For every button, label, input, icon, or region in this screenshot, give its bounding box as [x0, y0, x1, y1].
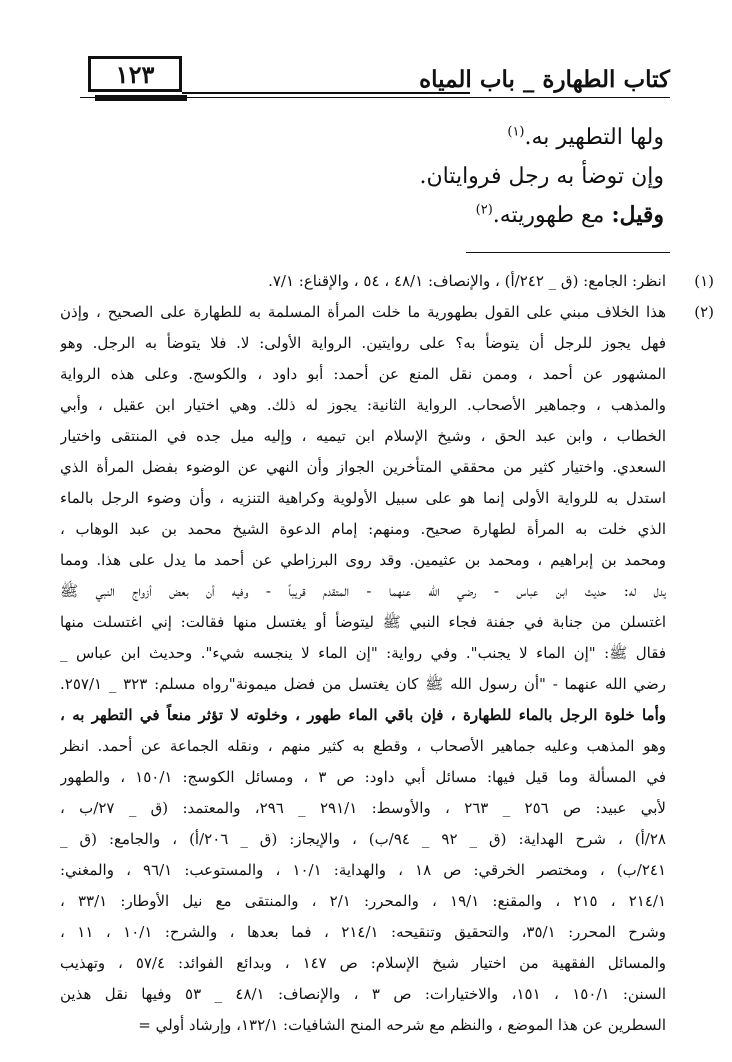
main-line-text: ولها التطهير به. — [524, 125, 664, 150]
footnote-line: والمذهب ، وجماهير الأصحاب. الرواية الثانية: يجوز له ذلك. وهي اختيار ابن عقيل ، وأبي — [60, 396, 666, 414]
footnote-line: ومحمد بن إبراهيم ، ومحمد بن عثيمين. وقد روى البرزاطي عن أحمد ما يدل على هذا. ومما — [60, 551, 666, 569]
main-line-text: مع طهوريته. — [492, 203, 612, 228]
footnote-line: السعدي. واختيار كثير من محققي المتأخرين الجواز وأن النهي عن الوضوء بفضل المرأة الذي — [60, 458, 666, 476]
footnote-line: يدل له: حديث ابن عباس - رضي الله عنهما - المتقدم قريباً - وفيه أن بعض أزواج النبي ﷺ — [60, 582, 666, 600]
footnote-line: انظر: الجامع: (ق _ ٢٤٢/أ) ، والإنصاف: ٤٨/١ ، ٥٤ ، والإقناع: ٧/١. — [268, 272, 666, 290]
main-line-1 — [64, 118, 664, 157]
footnote-line: ٢٨/أ) ، شرح الهداية: (ق _ ٩٢ _ ٩٤/ب) ، والإيجاز: (ق _ ٢٠٦/أ) ، والجامع: (ق _ — [60, 830, 666, 848]
footnote-line: فقال ﷺ: "إن الماء لا يجنب". وفي رواية: "إن الماء لا ينجسه شيء". وحديث ابن عباس _ — [60, 644, 666, 662]
footnote-line: السطرين عن هذا الموضع ، والنظم مع شرحه المنح الشافيات: ١٣٢/١، وإرشاد أولي = — [138, 1016, 666, 1034]
main-line-3 — [64, 196, 664, 235]
footnote-line: ٢١٤/١ ، ٢١٥ ، والمقنع: ١٩/١ ، والمحرر: ٢/١ ، والمنتقى مع نيل الأوطار: ٣٣/١ ، — [60, 892, 666, 910]
page-header — [62, 52, 670, 102]
footnote-ref-2: (٢) — [475, 202, 493, 218]
footnote-line: ٢٤١/ب) ، ومختصر الخرقي: ص ١٨ ، والهداية: ١٠/١ ، والمستوعب: ٩٦/١ ، والمغني: — [60, 861, 666, 879]
main-text — [64, 118, 664, 235]
footnote-line: اغتسلن من جنابة في جفنة فجاء النبي ﷺ ليتوضأ أو يغتسل منها فقالت: إني اغتسلت منها — [60, 613, 666, 631]
footnote-2 — [60, 297, 714, 1041]
footnote-number: (٢) — [694, 303, 714, 321]
page-number: ١٢٣ — [88, 56, 182, 92]
footnote-separator — [466, 252, 670, 253]
main-line-text: وإن توضأ به رجل فروايتان. — [419, 164, 664, 189]
footnote-line: المشهور عن أحمد ، وممن نقل المنع عن أحمد: أبو داود ، والكوسج. وعلى هذه الرواية — [60, 365, 666, 383]
footnote-line: رضي الله عنهما - "أن رسول الله ﷺ كان يغتسل من فضل ميمونة"رواه مسلم: ٣٢٣ _ ٢٥٧/١. — [60, 675, 666, 693]
footnote-line: استدل به للرواية الأولى إنما هو على سبيل الأولوية وكراهية التنزيه ، وأن وضوء الرجل بالماء — [60, 489, 666, 507]
footnote-line: وشرح المحرر: ٣٥/١، والتحقيق وتنقيحه: ٢١٤/١ ، فما بعدها ، والشرح: ١٠/١ ، ١١ ، — [60, 923, 666, 941]
footnote-number: (١) — [694, 272, 714, 290]
footnote-line: السنن: ١٥٠/١ ، ١٥١، والاختيارات: ص ٣ ، والإنصاف: ٤٨/١ _ ٥٣ وفيها نقل هذين — [60, 985, 666, 1003]
footnote-line: والمسائل الفقهية من اختيار شيخ الإسلام: ص ١٤٧ ، وبدائع الفوائد: ٥٧/٤ ، وتهذيب — [60, 954, 666, 972]
footnote-1 — [60, 266, 714, 297]
footnote-line: لأبي عبيد: ص ٢٥٦ _ ٢٦٣ ، والأوسط: ٢٩١/١ _ ٢٩٦، والمعتمد: (ق _ ٢٧/ب ، — [60, 799, 666, 817]
footnote-line: فهل يجوز للرجل أن يتوضأ به؟ على روايتين. الرواية الأولى: لا. فلا يتوضأ به الرجل. وهو — [60, 334, 666, 352]
footnote-line: وأما خلوة الرجل بالماء للطهارة ، فإن باقي الماء طهور ، وخلوته لا تؤثر منعاً في التطهر به ، — [60, 706, 666, 724]
footnote-ref-1: (١) — [507, 124, 525, 140]
footnote-line: الخطاب ، وابن عبد الحق ، وشيخ الإسلام ابن تيميه ، وإليه ميل جده في المنتقى واختيار — [60, 427, 666, 445]
main-line-bold-lead: وقيل: — [611, 202, 664, 228]
footnote-line: وهو المذهب وعليه جماهير الأصحاب ، وقطع به كثير منهم ، ونقله الجماعة عن أحمد. انظر — [60, 737, 666, 755]
footnote-line: في المسألة وما قيل فيها: مسائل أبي داود: ص ٣ ، ومسائل الكوسج: ١٥٠/١ ، والطهور — [60, 768, 666, 786]
footnote-line: الذي خلت به المرأة لطهارة صحيح. ومنهم: إمام الدعوة الشيخ محمد بن عبد الوهاب ، — [60, 520, 666, 538]
header-underline — [80, 97, 670, 98]
running-title: كتاب الطهارة _ باب المياه — [419, 66, 670, 93]
footnote-line: هذا الخلاف مبني على القول بطهورية ما خلت المرأة المسلمة به للطهارة على الصحيح ، وإذن — [60, 303, 666, 321]
main-line-2 — [64, 157, 664, 196]
